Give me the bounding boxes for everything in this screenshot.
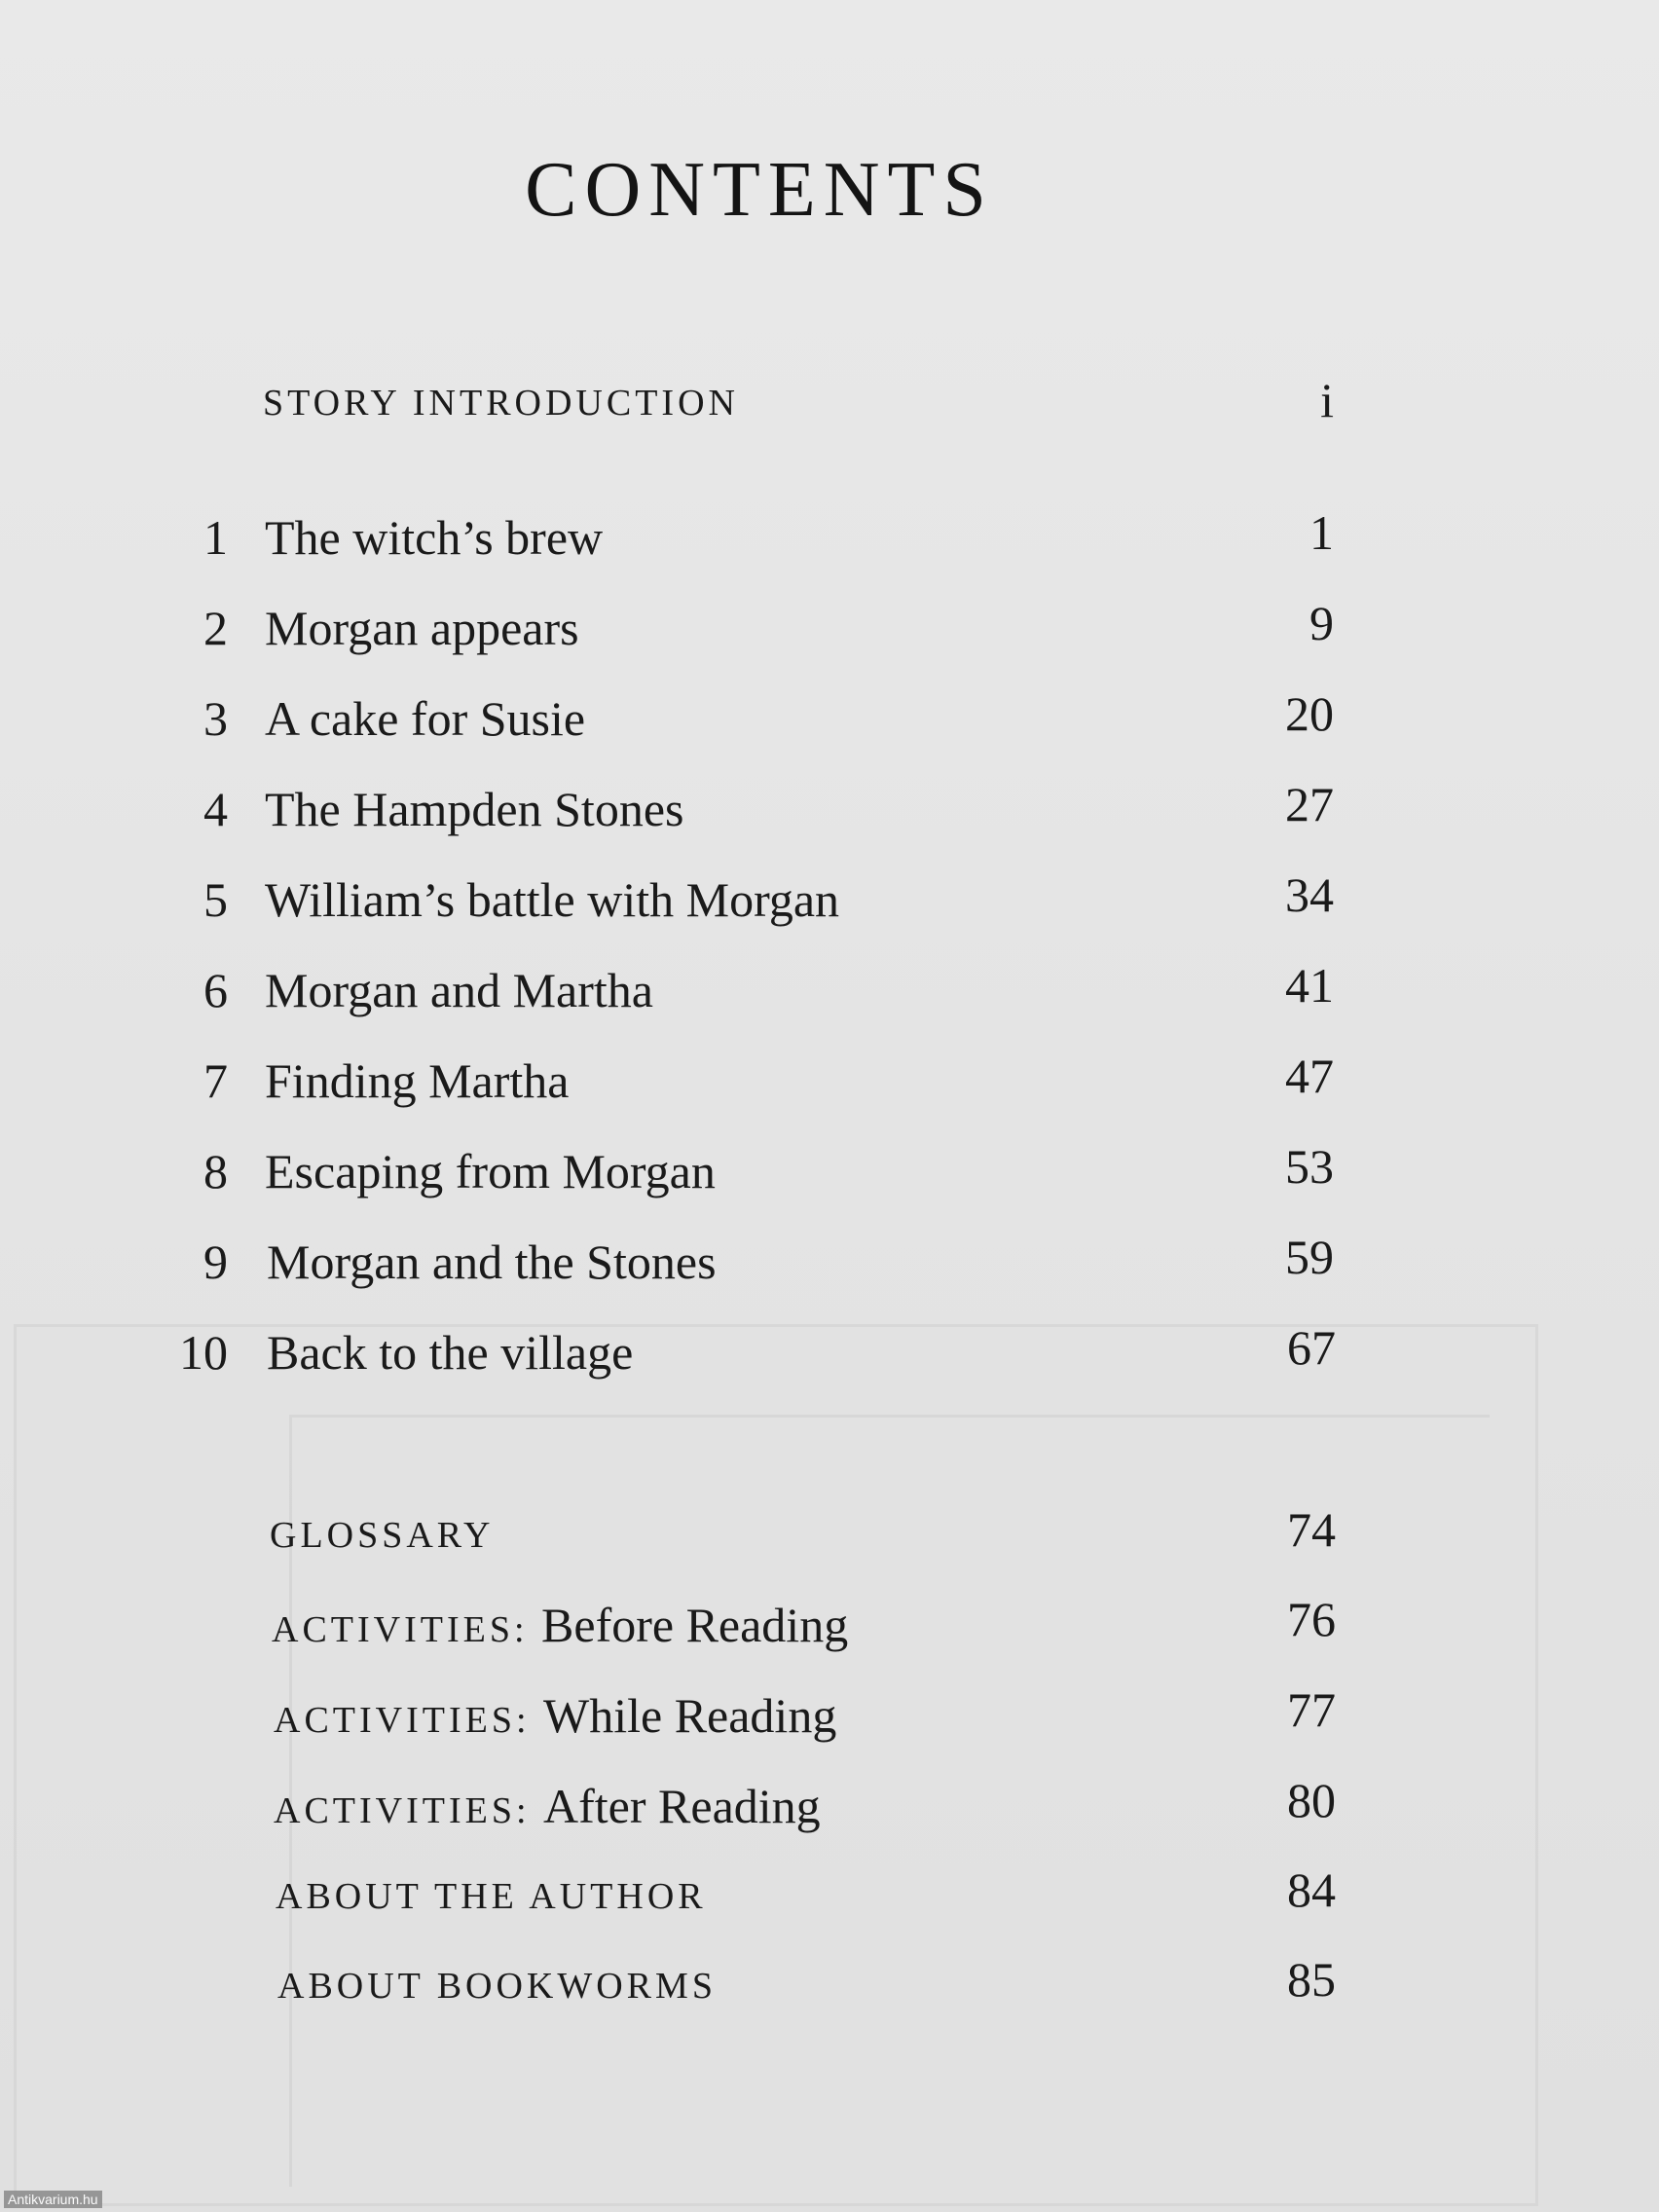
activities-title: While Reading <box>543 1688 837 1743</box>
chapter-page: 59 <box>1285 1230 1334 1284</box>
chapter-title: Escaping from Morgan <box>265 1144 716 1198</box>
show-through-text <box>10 224 1538 306</box>
chapter-number: 7 <box>203 1053 228 1108</box>
toc-entry-label: ABOUT THE AUTHOR <box>276 1876 707 1917</box>
toc-entry-page: 84 <box>1287 1862 1336 1917</box>
chapter-title: William’s battle with Morgan <box>265 872 840 927</box>
chapter-page: 9 <box>1309 596 1334 650</box>
toc-entry-label: GLOSSARY <box>270 1515 495 1556</box>
toc-entry-page: i <box>1320 373 1334 427</box>
chapter-title: Back to the village <box>267 1325 634 1380</box>
chapter-page: 47 <box>1285 1049 1334 1103</box>
chapter-page: 67 <box>1287 1320 1336 1375</box>
activities-prefix: ACTIVITIES: <box>272 1609 529 1650</box>
chapter-number: 1 <box>203 510 228 565</box>
chapter-title: Morgan and Martha <box>265 963 653 1017</box>
chapter-number: 5 <box>203 872 228 927</box>
chapter-number: 2 <box>203 601 228 655</box>
toc-entry-page: 85 <box>1287 1952 1336 2007</box>
toc-entry-page: 77 <box>1287 1682 1336 1737</box>
show-through-illustration <box>14 1324 1538 2206</box>
chapter-title: A cake for Susie <box>265 691 586 746</box>
chapter-page: 34 <box>1285 867 1334 922</box>
toc-entry-page: 74 <box>1287 1502 1336 1557</box>
toc-entry-label: STORY INTRODUCTION <box>263 383 739 424</box>
chapter-number: 9 <box>203 1235 228 1289</box>
toc-entry-page: 76 <box>1287 1592 1336 1646</box>
chapter-page: 41 <box>1285 958 1334 1013</box>
chapter-title: Finding Martha <box>265 1053 570 1108</box>
chapter-page: 27 <box>1285 777 1334 831</box>
activities-prefix: ACTIVITIES: <box>274 1790 531 1831</box>
chapter-title: Morgan and the Stones <box>267 1235 717 1289</box>
chapter-title: Morgan appears <box>265 601 579 655</box>
page-title: CONTENTS <box>525 147 994 233</box>
chapter-title: The Hampden Stones <box>265 782 684 836</box>
chapter-page: 53 <box>1285 1139 1334 1194</box>
watermark-text: Antikvarium.hu <box>4 2191 102 2208</box>
chapter-page: 1 <box>1309 505 1334 560</box>
activities-title: After Reading <box>543 1779 821 1833</box>
activities-prefix: ACTIVITIES: <box>274 1700 531 1741</box>
toc-entry-label <box>274 1778 821 1834</box>
toc-entry-label <box>272 1597 848 1653</box>
chapter-page: 20 <box>1285 686 1334 741</box>
chapter-number: 4 <box>203 782 228 836</box>
chapter-number: 8 <box>203 1144 228 1198</box>
toc-entry-label: ABOUT BOOKWORMS <box>277 1966 717 2007</box>
chapter-number: 6 <box>203 963 228 1017</box>
chapter-number: 10 <box>179 1325 228 1380</box>
toc-entry-label <box>274 1687 836 1744</box>
toc-entry-page: 80 <box>1287 1773 1336 1827</box>
chapter-number: 3 <box>203 691 228 746</box>
chapter-title: The witch’s brew <box>265 510 604 565</box>
activities-title: Before Reading <box>541 1598 849 1652</box>
